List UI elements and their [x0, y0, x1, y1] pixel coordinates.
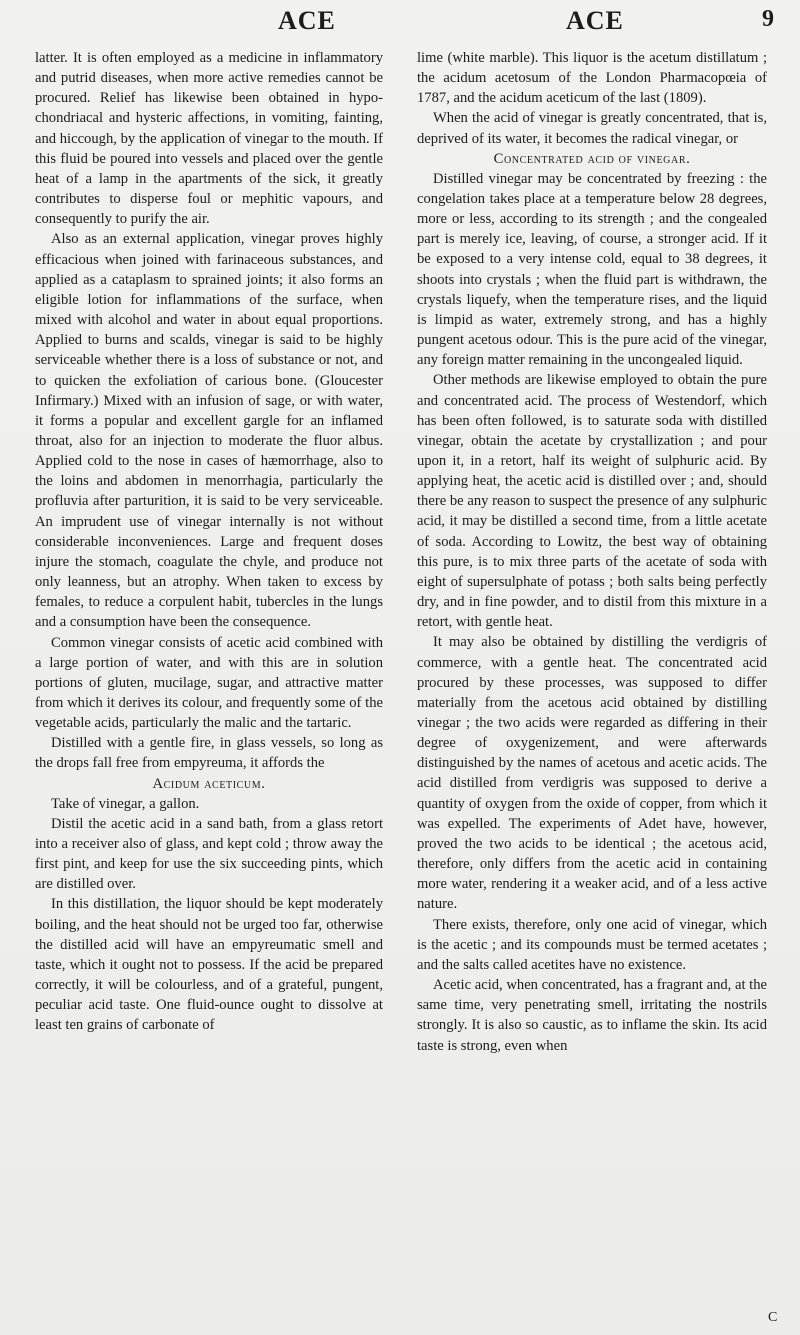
- paragraph: Other methods are likewise employed to obtain the pure and concentrated acid. The process of Westendorf, which has been often followed, is to saturate soda with distilled vinegar, obtain the acetate by crystallization ; and pour upon it, in a retort, half its weight of sulphuric acid. By applying heat, the acetic acid is distilled over ; and, should there be any reason to suspect the presence of any sulphuric acid, it may be distilled a second time, from a little acetate of soda. According to Lowitz, the best way of obtaining this pure, is to mix three parts of the acetate of soda with eight of supersulphate of potass ; both salts being perfectly dry, and in fine powder, and to distil from this mixture in a retort, with gentle heat.: [417, 372, 767, 631]
- paragraph: When the acid of vinegar is greatly concentrated, that is, deprived of its water, it becomes the radical vinegar, or: [417, 110, 767, 147]
- paragraph: latter. It is often employed as a medicine in inflammatory and putrid diseases, when more active remedies cannot be procured. Relief has likewise been obtained in hypo-chondriacal and hysteric affections, in vomiting, fainting, and hiccough, by the application of vinegar to the mouth. If this fluid be poured into vessels and placed over the gentle heat of a lamp in the apartments of the sick, it greatly contributes to disperse foul or mephitic vapours, and consequently to purify the air.: [35, 50, 383, 228]
- right-column: [417, 48, 767, 1056]
- section-heading: Acidum aceticum.: [152, 775, 266, 792]
- section-heading: Concentrated acid of vinegar.: [493, 150, 691, 167]
- paragraph: In this distillation, the liquor should be kept moderately boiling, and the heat should not be urged too far, otherwise the distilled acid will have an empyreumatic smell and taste, which it ought not to possess. If the acid be prepared correctly, it will be colourless, and of a grateful, pungent, peculiar acid taste. One fluid-ounce ought to dissolve at least ten grains of carbonate of: [35, 896, 383, 1034]
- paragraph: Common vinegar consists of acetic acid combined with a large portion of water, and with this are in solution portions of gluten, mucilage, sugar, and attractive matter from which it derives its colour, and frequently some of the vegetable acids, particularly the malic and the tartaric.: [35, 634, 383, 732]
- paragraph: Take of vinegar, a gallon.: [51, 795, 200, 812]
- signature-mark: C: [768, 1310, 778, 1325]
- paragraph: Also as an external application, vinegar proves highly efficacious when joined with farinaceous substances, and applied as a cataplasm to sprained joints; it also forms an eligible lotion for inflammations of the surface, when mixed with alcohol and water in about equal proportions. Applied to burns and scalds, vinegar is said to be highly serviceable whether there is a loss of substance or not, and to quicken the exfoliation of carious bone. (Gloucester Infirmary.) Mixed with an infusion of sage, or with water, it forms a popular and excellent gargle for an inflamed throat, also for an injection to moderate the fluor albus. Applied cold to the nose in cases of hæmorrhage, also to the loins and abdomen in menorrhagia, particularly the profluvia after parturition, it is said to be very serviceable. An imprudent use of vinegar internally is not without considerable inconveniences. Large and frequent doses injure the stomach, coagulate the chyle, and produce not only leanness, but an atrophy. When taken to excess by females, to reduce a corpulent habit, tubercles in the lungs and a consumption have been the consequence.: [35, 231, 383, 631]
- paragraph: Distil the acetic acid in a sand bath, from a glass retort into a receiver also of glass, and kept cold ; throw away the first pint, and keep for use the six succeeding pints, which are distilled over.: [35, 815, 383, 893]
- left-column: [35, 48, 383, 1036]
- paragraph: There exists, therefore, only one acid of vinegar, which is the acetic ; and its compounds must be termed acetates ; and the salts called acetites have no existence.: [417, 916, 767, 973]
- paragraph: It may also be obtained by distilling the verdigris of commerce, with a gentle heat. The concentrated acid procured by these processes, was supposed to differ materially from the acetous acid obtained by distilling vinegar ; the two acids were regarded as differing in their degree of oxygenizement, and were afterwards distinguished by the names of acetous and acetic acids. The acid distilled from verdigris was supposed to derive a quantity of oxygen from the oxide of copper, from which it was expelled. The experiments of Adet have, however, proved the two acids to be identical ; the acetous acid, therefore, only differs from the acetic acid in containing more water, rendering it a weaker acid, and of a less active nature.: [417, 634, 767, 913]
- paragraph: Distilled with a gentle fire, in glass vessels, so long as the drops fall free from empyreuma, it affords the: [35, 735, 383, 772]
- paragraph: Distilled vinegar may be concentrated by freezing : the congelation takes place at a temperature below 28 degrees, more or less, according to its strength ; and the congealed part is merely ice, leaving, of course, a stronger acid. If it be exposed to a very intense cold, equal to 38 degrees, it shoots into crystals ; when the fluid part is withdrawn, the crystals liquefy, when the temperature rises, and the liquid is limpid as water, extremely strong, and has a highly pungent acetous odour. This is the pure acid of the vinegar, any foreign matter remaining in the uncongealed liquid.: [417, 170, 767, 369]
- running-head-right: ACE: [566, 6, 624, 35]
- paragraph: lime (white marble). This liquor is the acetum distillatum ; the acidum acetosum of the London Pharmacopœia of 1787, and the acidum aceticum of the last (1809).: [417, 50, 767, 107]
- page-number: 9: [762, 6, 775, 32]
- paragraph: Acetic acid, when concentrated, has a fragrant and, at the same time, very penetrating smell, irritating the nostrils strongly. It is also so caustic, as to inflame the skin. Its acid taste is strong, even when: [417, 977, 767, 1054]
- running-head-left: ACE: [278, 6, 336, 35]
